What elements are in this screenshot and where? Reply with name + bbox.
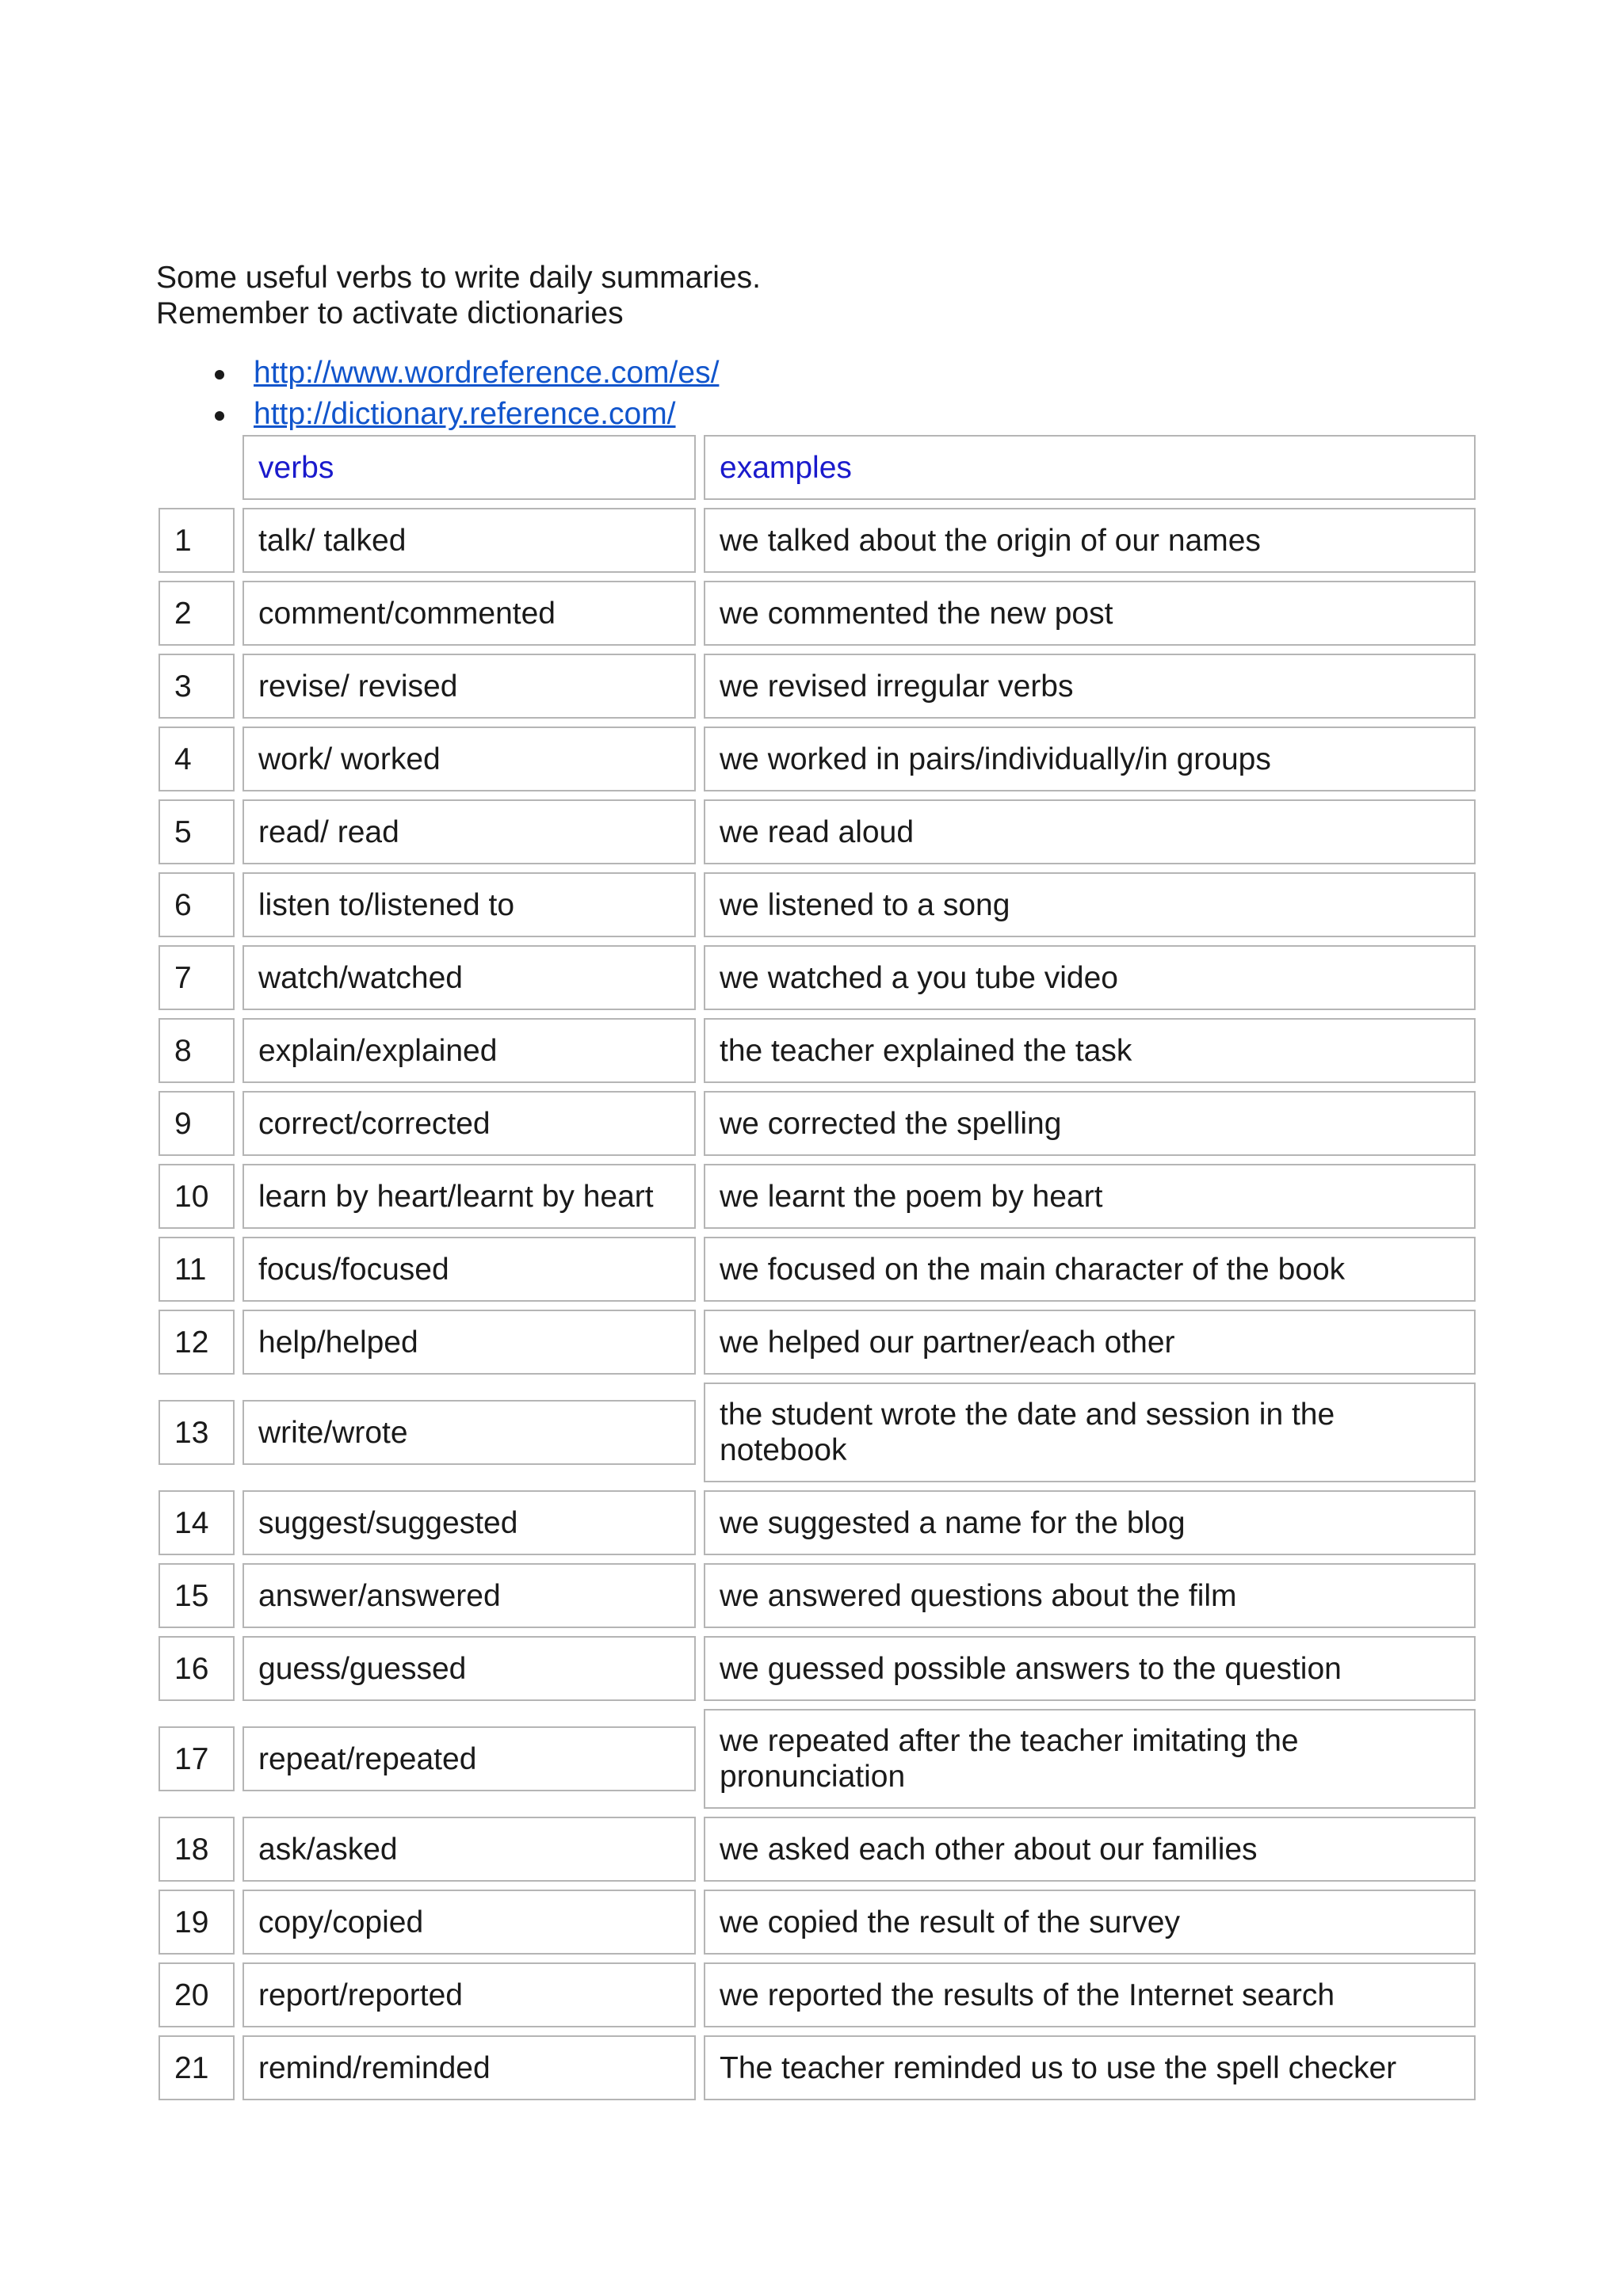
- verb-cell: work/ worked: [242, 727, 696, 791]
- example-line-2: notebook: [720, 1433, 847, 1467]
- row-number: 13: [158, 1400, 235, 1465]
- intro-text: [156, 260, 761, 331]
- table-row: [158, 1310, 1476, 1375]
- link-dictionary-reference[interactable]: http://dictionary.reference.com/: [254, 397, 676, 431]
- table-row: [158, 872, 1476, 937]
- table-row: [158, 581, 1476, 646]
- verb-cell: explain/explained: [242, 1018, 696, 1083]
- row-number: 18: [158, 1817, 235, 1882]
- row-number: 4: [158, 727, 235, 791]
- example-cell: we reported the results of the Internet search: [704, 1962, 1476, 2027]
- table-row: [158, 1490, 1476, 1555]
- example-cell: the teacher explained the task: [704, 1018, 1476, 1083]
- table-header-row: [158, 435, 1476, 500]
- example-text: [720, 1723, 1299, 1794]
- verb-cell: read/ read: [242, 799, 696, 864]
- verb-cell: ask/asked: [242, 1817, 696, 1882]
- example-cell: we listened to a song: [704, 872, 1476, 937]
- table-row: [158, 2035, 1476, 2100]
- row-number: 15: [158, 1563, 235, 1628]
- example-line-2: pronunciation: [720, 1760, 906, 1794]
- row-number: 12: [158, 1310, 235, 1375]
- example-cell: [704, 1383, 1476, 1482]
- table-row: [158, 945, 1476, 1010]
- example-cell: we corrected the spelling: [704, 1091, 1476, 1156]
- table-row: [158, 1164, 1476, 1229]
- verb-cell: remind/reminded: [242, 2035, 696, 2100]
- row-number: 14: [158, 1490, 235, 1555]
- example-cell: we copied the result of the survey: [704, 1890, 1476, 1955]
- header-verbs: verbs: [242, 435, 696, 500]
- verb-cell: focus/focused: [242, 1237, 696, 1302]
- row-number: 10: [158, 1164, 235, 1229]
- table-row: [158, 1091, 1476, 1156]
- table-row: [158, 727, 1476, 791]
- example-cell: we suggested a name for the blog: [704, 1490, 1476, 1555]
- table-row: [158, 1709, 1476, 1809]
- table-row: [158, 1563, 1476, 1628]
- table-row: [158, 799, 1476, 864]
- example-cell: we answered questions about the film: [704, 1563, 1476, 1628]
- example-text: [720, 1397, 1335, 1468]
- example-line-1: we repeated after the teacher imitating the: [720, 1724, 1299, 1758]
- example-cell: we revised irregular verbs: [704, 654, 1476, 719]
- table-row: [158, 1237, 1476, 1302]
- example-cell: we worked in pairs/individually/in groups: [704, 727, 1476, 791]
- example-cell: we read aloud: [704, 799, 1476, 864]
- example-cell: we watched a you tube video: [704, 945, 1476, 1010]
- row-number: 7: [158, 945, 235, 1010]
- example-line-1: the student wrote the date and session in the: [720, 1398, 1335, 1432]
- intro-line-1: Some useful verbs to write daily summaries.: [156, 261, 761, 295]
- verb-cell: suggest/suggested: [242, 1490, 696, 1555]
- verb-cell: guess/guessed: [242, 1636, 696, 1701]
- verb-cell: copy/copied: [242, 1890, 696, 1955]
- table-row: [158, 508, 1476, 573]
- row-number: 11: [158, 1237, 235, 1302]
- example-cell: we helped our partner/each other: [704, 1310, 1476, 1375]
- row-number: 2: [158, 581, 235, 646]
- row-number: 16: [158, 1636, 235, 1701]
- header-empty-cell: [158, 435, 235, 500]
- example-cell: we guessed possible answers to the question: [704, 1636, 1476, 1701]
- example-cell: we commented the new post: [704, 581, 1476, 646]
- dictionary-links-list: [156, 353, 719, 435]
- table-row: [158, 1383, 1476, 1482]
- table-row: [158, 1636, 1476, 1701]
- verb-cell: correct/corrected: [242, 1091, 696, 1156]
- link-wordreference[interactable]: http://www.wordreference.com/es/: [254, 356, 720, 390]
- row-number: 1: [158, 508, 235, 573]
- table-row: [158, 654, 1476, 719]
- verb-cell: repeat/repeated: [242, 1726, 696, 1791]
- example-cell: The teacher reminded us to use the spell checker: [704, 2035, 1476, 2100]
- verb-cell: answer/answered: [242, 1563, 696, 1628]
- example-cell: we focused on the main character of the book: [704, 1237, 1476, 1302]
- row-number: 6: [158, 872, 235, 937]
- table-row: [158, 1962, 1476, 2027]
- verb-cell: comment/commented: [242, 581, 696, 646]
- table-row: [158, 1018, 1476, 1083]
- example-cell: we talked about the origin of our names: [704, 508, 1476, 573]
- verb-cell: report/reported: [242, 1962, 696, 2027]
- verb-cell: help/helped: [242, 1310, 696, 1375]
- table-row: [158, 1890, 1476, 1955]
- verbs-table: [158, 435, 1476, 2108]
- verb-cell: talk/ talked: [242, 508, 696, 573]
- header-examples: examples: [704, 435, 1476, 500]
- verb-cell: watch/watched: [242, 945, 696, 1010]
- row-number: 19: [158, 1890, 235, 1955]
- list-item: [156, 394, 719, 435]
- row-number: 20: [158, 1962, 235, 2027]
- verb-cell: learn by heart/learnt by heart: [242, 1164, 696, 1229]
- table-row: [158, 1817, 1476, 1882]
- row-number: 9: [158, 1091, 235, 1156]
- row-number: 5: [158, 799, 235, 864]
- example-cell: [704, 1709, 1476, 1809]
- verb-cell: listen to/listened to: [242, 872, 696, 937]
- row-number: 17: [158, 1726, 235, 1791]
- row-number: 21: [158, 2035, 235, 2100]
- verb-cell: write/wrote: [242, 1400, 696, 1465]
- example-cell: we learnt the poem by heart: [704, 1164, 1476, 1229]
- row-number: 8: [158, 1018, 235, 1083]
- example-cell: we asked each other about our families: [704, 1817, 1476, 1882]
- row-number: 3: [158, 654, 235, 719]
- list-item: [156, 353, 719, 394]
- table-body: [158, 508, 1476, 2100]
- intro-line-2: Remember to activate dictionaries: [156, 296, 624, 330]
- verb-cell: revise/ revised: [242, 654, 696, 719]
